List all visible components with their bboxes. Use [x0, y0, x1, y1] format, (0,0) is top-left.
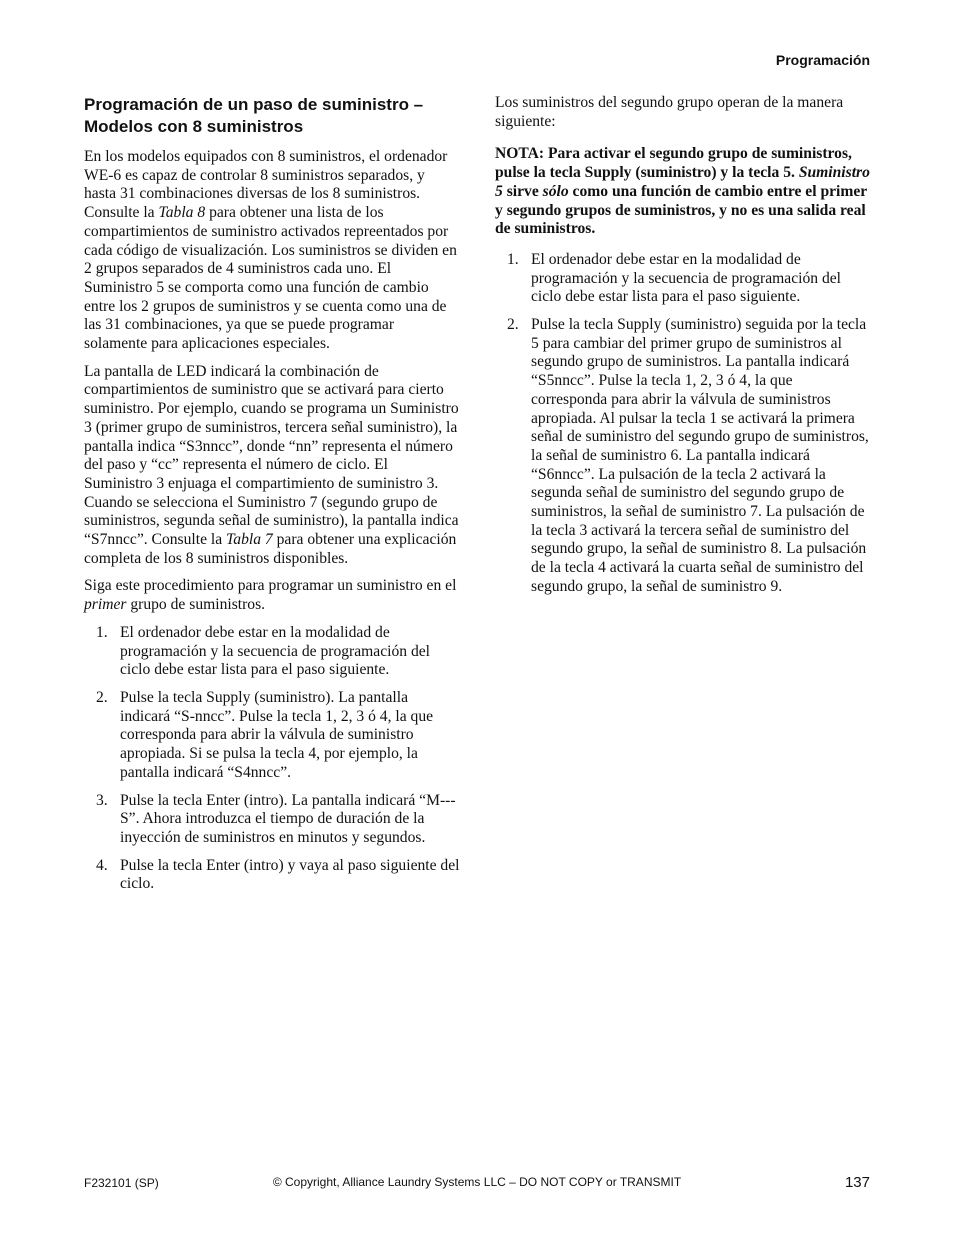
intro-text-a: En los modelos equipados con 8 suministros, el ordenador WE-6 es capaz de controlar 8 suministros separados, y hasta 31 combinaciones diversas de los 8 suministros. Consulte la — [84, 148, 448, 222]
table-reference: Tabla 7 — [226, 531, 273, 549]
procedure-intro-paragraph — [84, 577, 460, 614]
document-code: F232101 (SP) — [84, 1176, 159, 1190]
note-emphasis-suministro5: Suministro 5 — [495, 164, 870, 200]
table-reference: Tabla 8 — [158, 204, 206, 222]
step-number: 2. — [96, 688, 108, 706]
note-block — [495, 145, 870, 239]
step-text: El ordenador debe estar en la modalidad de programación y la secuencia de programación del ciclo debe estar lista para el paso siguiente. — [531, 250, 842, 306]
list-item — [495, 316, 870, 597]
section-heading-line1: Programación de un paso de suministro – — [84, 95, 424, 114]
step-number: 1. — [96, 623, 108, 641]
led-text-a: La pantalla de LED indicará la combinación de compartimientos de suministro que se activará para cierto suministro. Por ejemplo, cuando se programa un Suministro 3 (primer grupo de suministros, tercera señal suministro), la pantalla indica “S3nncc”, donde “nn” representa el número del paso y “cc” representa el número de ciclo. El Suministro 3 enjuaga el compartimiento de suministro 3. Cuando se selecciona el Suministro 7 (segundo grupo de suministros, segunda señal de suministro), la pantalla indica “S7nncc”. Consulte la — [84, 362, 459, 549]
first-group-steps — [84, 624, 460, 894]
second-group-steps — [495, 251, 870, 597]
list-item — [84, 857, 460, 894]
section-heading-line2: Modelos con 8 suministros — [84, 117, 304, 136]
note-text-a: NOTA: Para activar el segundo grupo de suministros, pulse la tecla Supply (suministro) y la tecla 5. — [495, 145, 852, 182]
step-text: El ordenador debe estar en la modalidad de programación y la secuencia de programación del ciclo debe estar lista para el paso siguiente. — [120, 623, 431, 679]
right-column — [495, 94, 870, 606]
copyright-notice: © Copyright, Alliance Laundry Systems LLC – DO NOT COPY or TRANSMIT — [272, 1175, 682, 1189]
second-group-intro: Los suministros del segundo grupo operan de la manera siguiente: — [495, 94, 844, 130]
step-number: 2. — [507, 316, 519, 334]
section-heading — [84, 94, 460, 138]
list-item — [84, 792, 460, 848]
step-text: Pulse la tecla Supply (suministro). La pantalla indicará “S-nncc”. Pulse la tecla 1, 2, 3 ó 4, la que corresponda para abrir la válvula de suministro apropiada. Si se pulsa la tecla 4, por ejemplo, la pantalla indicará “S4nncc”. — [120, 688, 434, 781]
left-column — [84, 94, 460, 903]
note-text-c: sirve — [502, 182, 543, 200]
step-text: Pulse la tecla Enter (intro) y vaya al paso siguiente del ciclo. — [120, 856, 460, 893]
led-display-paragraph — [84, 363, 460, 569]
note-emphasis-solo: sólo — [542, 182, 569, 200]
led-text-c: para obtener una explicación completa de los 8 suministros disponibles. — [84, 531, 457, 567]
procedure-text-c: grupo de suministros. — [126, 596, 266, 614]
step-text: Pulse la tecla Supply (suministro) seguida por la tecla 5 para cambiar del primer grupo de suministros al segundo grupo de suministros. La pantalla indicará “S5nncc”. Pulse la tecla 1, 2, 3 ó 4, la que corresponda para abrir la válvula de suministros apropiada. Al pulsar la tecla 1 se activará la primera señal de suministro del segundo grupo de suministros, la señal de suministro 6. La pantalla indicará “S6nncc”. La pulsación de la tecla 2 activará la segunda señal de suministro del segundo grupo de suministros, la señal de suministro 7. La pulsación de la tecla 3 activará la tercera señal de suministro del segundo grupo, la señal de suministro 8. La pulsación de la tecla 4 activará la cuarta señal de suministro del segundo grupo, la señal de suministro 9. — [531, 316, 869, 595]
list-item — [84, 624, 460, 680]
page-number: 137 — [844, 1174, 870, 1191]
procedure-text-a: Siga este procedimiento para programar un suministro en el — [84, 577, 457, 595]
step-number: 4. — [96, 856, 108, 874]
list-item — [495, 251, 870, 307]
intro-paragraph — [84, 148, 460, 354]
step-number: 3. — [96, 791, 108, 809]
intro-text-c: para obtener una lista de los compartimientos de suministro activados repreentados por cada código de visualización. Los suministros se dividen en 2 grupos separados de 4 suministros cada uno. El Suministro 5 se comporta como una función de cambio entre los 2 grupos de suministros y se cuenta como una de las 31 combinaciones, ya que se puede programar solamente para aplicaciones especiales. — [84, 204, 457, 353]
emphasis-primer: primer — [84, 596, 127, 614]
note-text-e: como una función de cambio entre el primer y segundo grupos de suministros, y no es una salida real de suministros. — [495, 182, 867, 238]
step-number: 1. — [507, 250, 519, 268]
step-text: Pulse la tecla Enter (intro). La pantalla indicará “M---S”. Ahora introduzca el tiempo de duración de la inyección de suministros en minutos y segundos. — [120, 791, 456, 846]
list-item — [84, 689, 460, 783]
running-header: Programación — [775, 52, 870, 68]
